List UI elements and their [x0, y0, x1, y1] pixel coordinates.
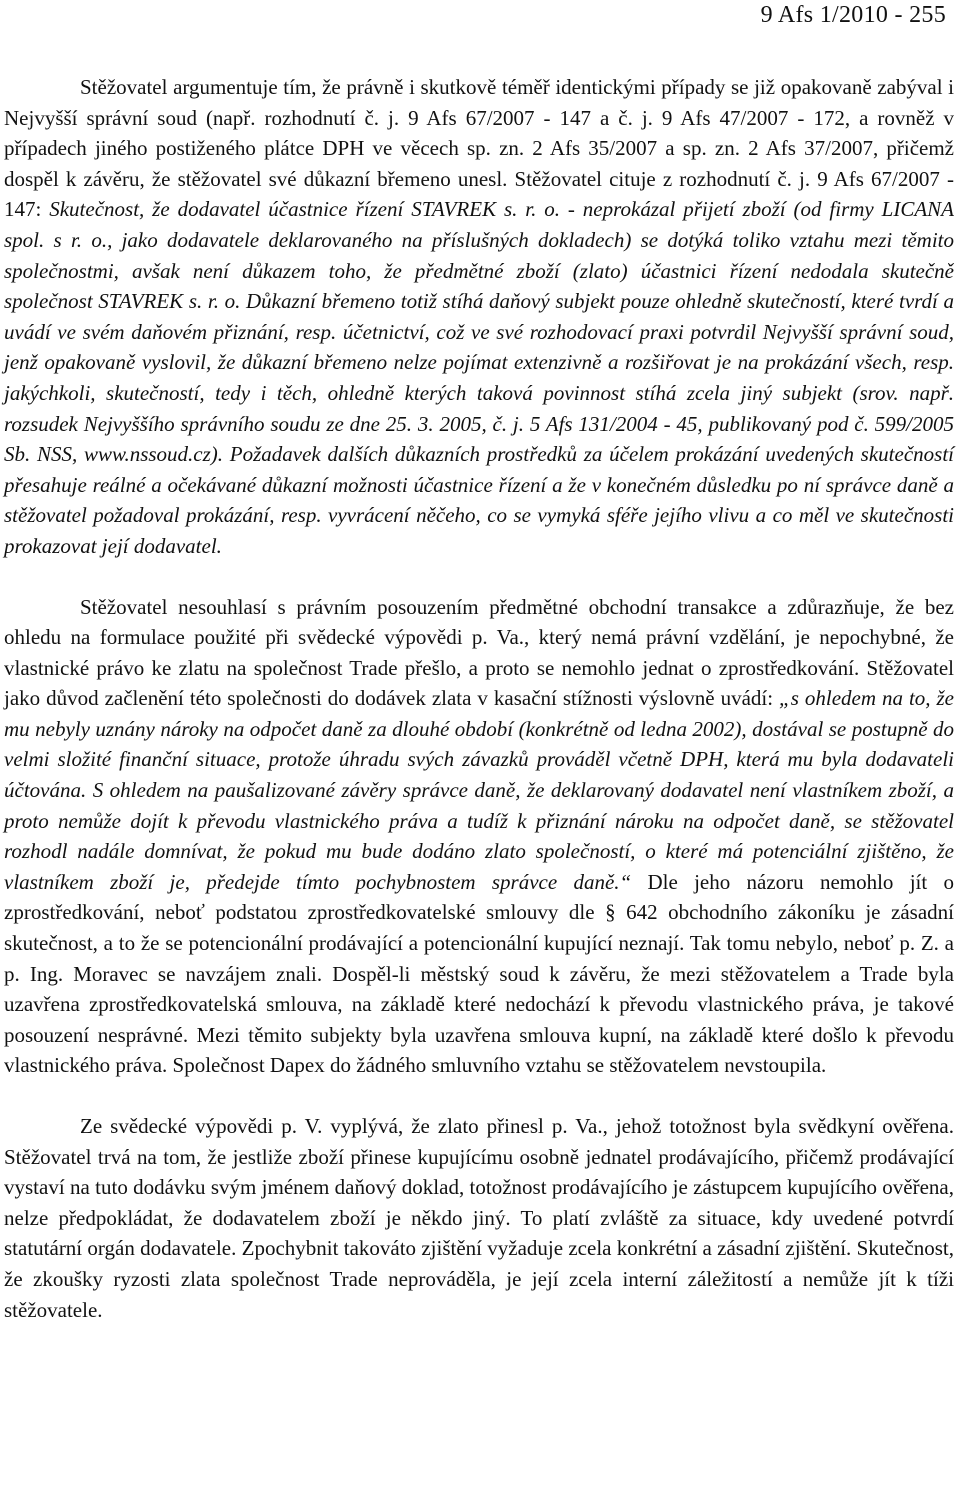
document-body: [4, 72, 954, 1325]
paragraph-1-text: Stěžovatel argumentuje tím, že právně i skutkově téměř identickými případy se již opakovaně zabýval i Nejvyšší správní soud (např. rozhodnutí č. j. 9 Afs 67/2007 - 147 a č. j. 9 Afs 47/2007 - 172, a rovněž v případech jiného postiženého plátce DPH ve věcech sp. zn. 2 Afs 35/2007 a sp. zn. 2 Afs 37/2007, přičemž dospěl k závěru, že stěžovatel své důkazní břemeno unesl. Stěžovatel cituje z rozhodnutí č. j. 9 Afs 67/2007 - 147:: [4, 75, 954, 222]
paragraph-1-quote: Skutečnost, že dodavatel účastnice řízení STAVREK s. r. o. - neprokázal přijetí zboží (od firmy LICANA spol. s r. o., jako dodavatele deklarovaného na příslušných dokladech) se dotýká toliko vztahu mezi těmito společnostmi, avšak není důkazem toho, že předmětné zboží (zlato) účastnici řízení nedodala skutečně společnost STAVREK s. r. o. Důkazní břemeno totiž stíhá daňový subjekt pouze ohledně skutečností, které tvrdí a uvádí ve svém daňovém přiznání, resp. účetnictví, což ve své rozhodovací praxi potvrdil Nejvyšší správní soud, jenž opakovaně vyslovil, že důkazní břemeno nelze pojímat extenzivně a rozšiřovat je na prokázání všech, resp. jakýchkoli, skutečností, tedy i těch, ohledně kterých taková povinnost stíhá zcela jiný subjekt (srov. např. rozsudek Nejvyššího správního soudu ze dne 25. 3. 2005, č. j. 5 Afs 131/2004 - 45, publikovaný pod č. 599/2005 Sb. NSS, www.nssoud.cz). Požadavek dalších důkazních prostředků za účelem prokázání uvedených skutečností přesahuje reálné a očekávané důkazní možnosti účastnice řízení a že v konečném důsledku po ní správce daně a stěžovatel požadoval prokázání, resp. vyvrácení něčeho, co se vymyká sféře jejího vlivu a co měl ve skutečnosti prokazovat její dodavatel.: [4, 197, 954, 558]
paragraph-3: [4, 1111, 954, 1325]
paragraph-2-continuation: Dle jeho názoru nemohlo jít o zprostředkování, neboť podstatou zprostředkovatelské smlouvy dle § 642 obchodního zákoníku je zásadní skutečnost, a to že se potencionální prodávající a potencionální kupující neznají. Tak tomu nebylo, neboť p. Z. a p. Ing. Moravec se navzájem znali. Dospěl-li městský soud k závěru, že mezi stěžovatelem a Trade byla uzavřena zprostředkovatelská smlouva, na základě které nedochází k převodu vlastnického práva, je takové posouzení nesprávné. Mezi těmito subjekty byla uzavřena smlouva kupní, na základě které došlo k převodu vlastnického práva. Společnost Dapex do žádného smluvního vztahu se stěžovatelem nevstoupila.: [4, 869, 955, 1078]
paragraph-2-text: Stěžovatel nesouhlasí s právním posouzením předmětné obchodní transakce a zdůrazňuje, že bez ohledu na formulace použité při svědecké výpovědi p. Va., který nemá právní vzdělání, je nepochybné, že vlastnické právo ke zlatu na společnost Trade přešlo, a proto se nemohlo jednat o zprostředkování. Stěžovatel jako důvod začlenění této společnosti do dodávek zlata v kasační stížnosti výslovně uvádí:: [4, 594, 954, 711]
case-reference: 9 Afs 1/2010 - 255: [760, 2, 946, 28]
paragraph-2: [4, 592, 954, 1082]
paragraph-1: [4, 72, 954, 562]
paragraph-3-text: Ze svědecké výpovědi p. V. vyplývá, že zlato přinesl p. Va., jehož totožnost byla svědkyní ověřena. Stěžovatel trvá na tom, že jestliže zboží přinese kupujícímu osobně jednatel prodávajícího, přičemž prodávající vystaví na tuto dodávku svým jménem daňový doklad, totožnost prodávajícího je zástupcem kupujícího ověřena, nelze předpokládat, že dodavatelem zboží je někdo jiný. To platí zvláště za situace, kdy uvedené potvrdí statutární orgán dodavatele. Zpochybnit takováto zjištění vyžaduje zcela konkrétní a zásadní zjištění. Skutečnost, že zkoušky ryzosti zlata společnost Trade neprováděla, je její zcela interní záležitostí a nemůže jít k tíži stěžovatele.: [4, 1114, 954, 1322]
paragraph-2-quote: „s ohledem na to, že mu nebyly uznány nároky na odpočet daně za dlouhé období (konkrétně od ledna 2002), dostával se postupně do velmi složité finanční situace, protože úhradu svých závazků prováděl včetně DPH, která mu byla dodavateli účtována. S ohledem na paušalizované závěry správce daně, že deklarovaný dodavatel není vlastníkem zboží, a proto nemůže dojít k převodu vlastnického práva a tudíž k přiznání nároku na odpočet daně, se stěžovatel rozhodl nadále domnívat, že pokud mu bude dodáno zlato společností, o které má potenciální zjištěno, že vlastníkem zboží je, předejde tímto pochybnostem správce daně.“: [4, 686, 954, 894]
